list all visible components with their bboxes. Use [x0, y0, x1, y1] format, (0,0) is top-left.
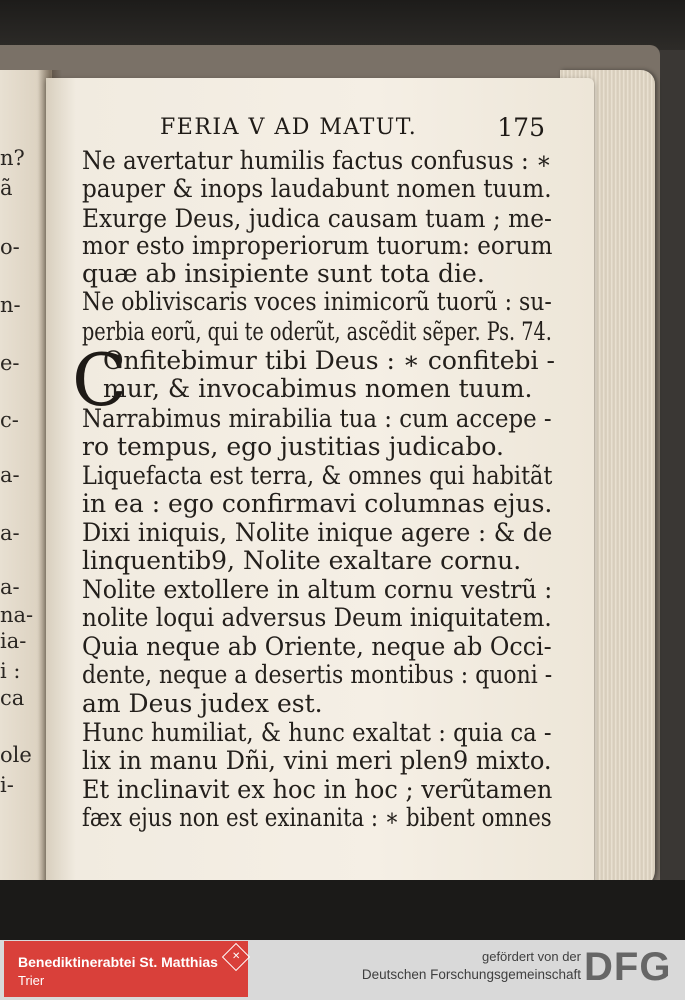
- text-line: linquentib9, Nolite exaltare cornu.: [82, 546, 522, 575]
- left-fragment: a-: [0, 575, 20, 599]
- text-line: am Deus judex est.: [82, 689, 323, 718]
- text-line: Nolite extollere in altum cornu vestrũ :: [82, 575, 553, 604]
- running-head-title: FERIA V AD MATUT.: [160, 115, 418, 140]
- left-fragment: e-: [0, 351, 20, 375]
- institution-banner[interactable]: [4, 941, 248, 997]
- left-fragment: ã: [0, 176, 13, 200]
- left-fragment: o-: [0, 235, 20, 259]
- scan-backdrop: [0, 0, 685, 50]
- scan-backdrop-bottom: [0, 880, 685, 940]
- institution-city: Trier: [18, 973, 45, 988]
- text-line: pauper & inops laudabunt nomen tuum.: [82, 174, 552, 203]
- text-line: ro tempus, ego justitias judicabo.: [82, 432, 504, 461]
- text-line: in ea : ego confirmavi columnas ejus.: [82, 489, 553, 518]
- left-fragment: a-: [0, 521, 20, 545]
- institution-logo-icon: ✕: [222, 943, 250, 971]
- left-fragment: n?: [0, 146, 25, 170]
- text-line: Ne obliviscaris voces inimicorũ tuorũ : su-: [82, 287, 552, 316]
- funder-line-2: Deutschen Forschungsgemeinschaft: [361, 967, 581, 982]
- drop-cap: C: [72, 338, 128, 422]
- left-fragment: a-: [0, 463, 20, 487]
- text-line: Quia neque ab Oriente, neque ab Occi-: [82, 632, 552, 661]
- text-line: mur, & invocabimus nomen tuum.: [103, 374, 533, 403]
- left-fragment: c-: [0, 408, 19, 432]
- left-fragment: n-: [0, 293, 21, 317]
- text-line: lix in manu Dñi, vini meri plen9 mixto.: [82, 746, 552, 775]
- institution-name: Benediktinerabtei St. Matthias: [18, 954, 218, 970]
- left-fragment: ia-: [0, 629, 27, 653]
- text-line: dente, neque a desertis montibus : quoni -: [82, 660, 553, 689]
- text-line: fæx ejus non est exinanita : ∗ bibent omnes: [82, 803, 552, 832]
- text-line: Liquefacta est terra, & omnes qui habitãt: [82, 461, 553, 490]
- left-fragment: i :: [0, 659, 21, 683]
- left-fragment: ca: [0, 686, 25, 710]
- text-line: Exurge Deus, judica causam tuam ; me-: [82, 204, 552, 233]
- left-fragment: ole: [0, 743, 32, 767]
- text-line: Et inclinavit ex hoc in hoc ; verũtamen: [82, 775, 553, 804]
- text-line: Dixi iniquis, Nolite inique agere : & de: [82, 518, 553, 547]
- text-line: Ne avertatur humilis factus confusus : ∗: [82, 146, 552, 175]
- funder-credit: [362, 948, 581, 984]
- text-line: mor esto improperiorum tuorum: eorum: [82, 231, 553, 260]
- dfg-logo[interactable]: DFG: [584, 945, 672, 989]
- text-line: Onfitebimur tibi Deus : ∗ confitebi -: [103, 346, 555, 375]
- left-fragment: i-: [0, 773, 14, 797]
- left-fragment: na-: [0, 603, 34, 627]
- text-line: perbia eorũ, qui te oderũt, ascẽdit sẽper. Ps. 74.: [82, 317, 552, 346]
- text-line: quæ ab insipiente sunt tota die.: [82, 259, 485, 288]
- page-number: 175: [497, 113, 545, 142]
- text-line: Hunc humiliat, & hunc exaltat : quia ca -: [82, 718, 552, 747]
- text-line: nolite loqui adversus Deum iniquitatem.: [82, 603, 552, 632]
- funder-line-1: gefördert von der: [481, 949, 581, 964]
- text-line: Narrabimus mirabilia tua : cum accepe -: [82, 404, 552, 433]
